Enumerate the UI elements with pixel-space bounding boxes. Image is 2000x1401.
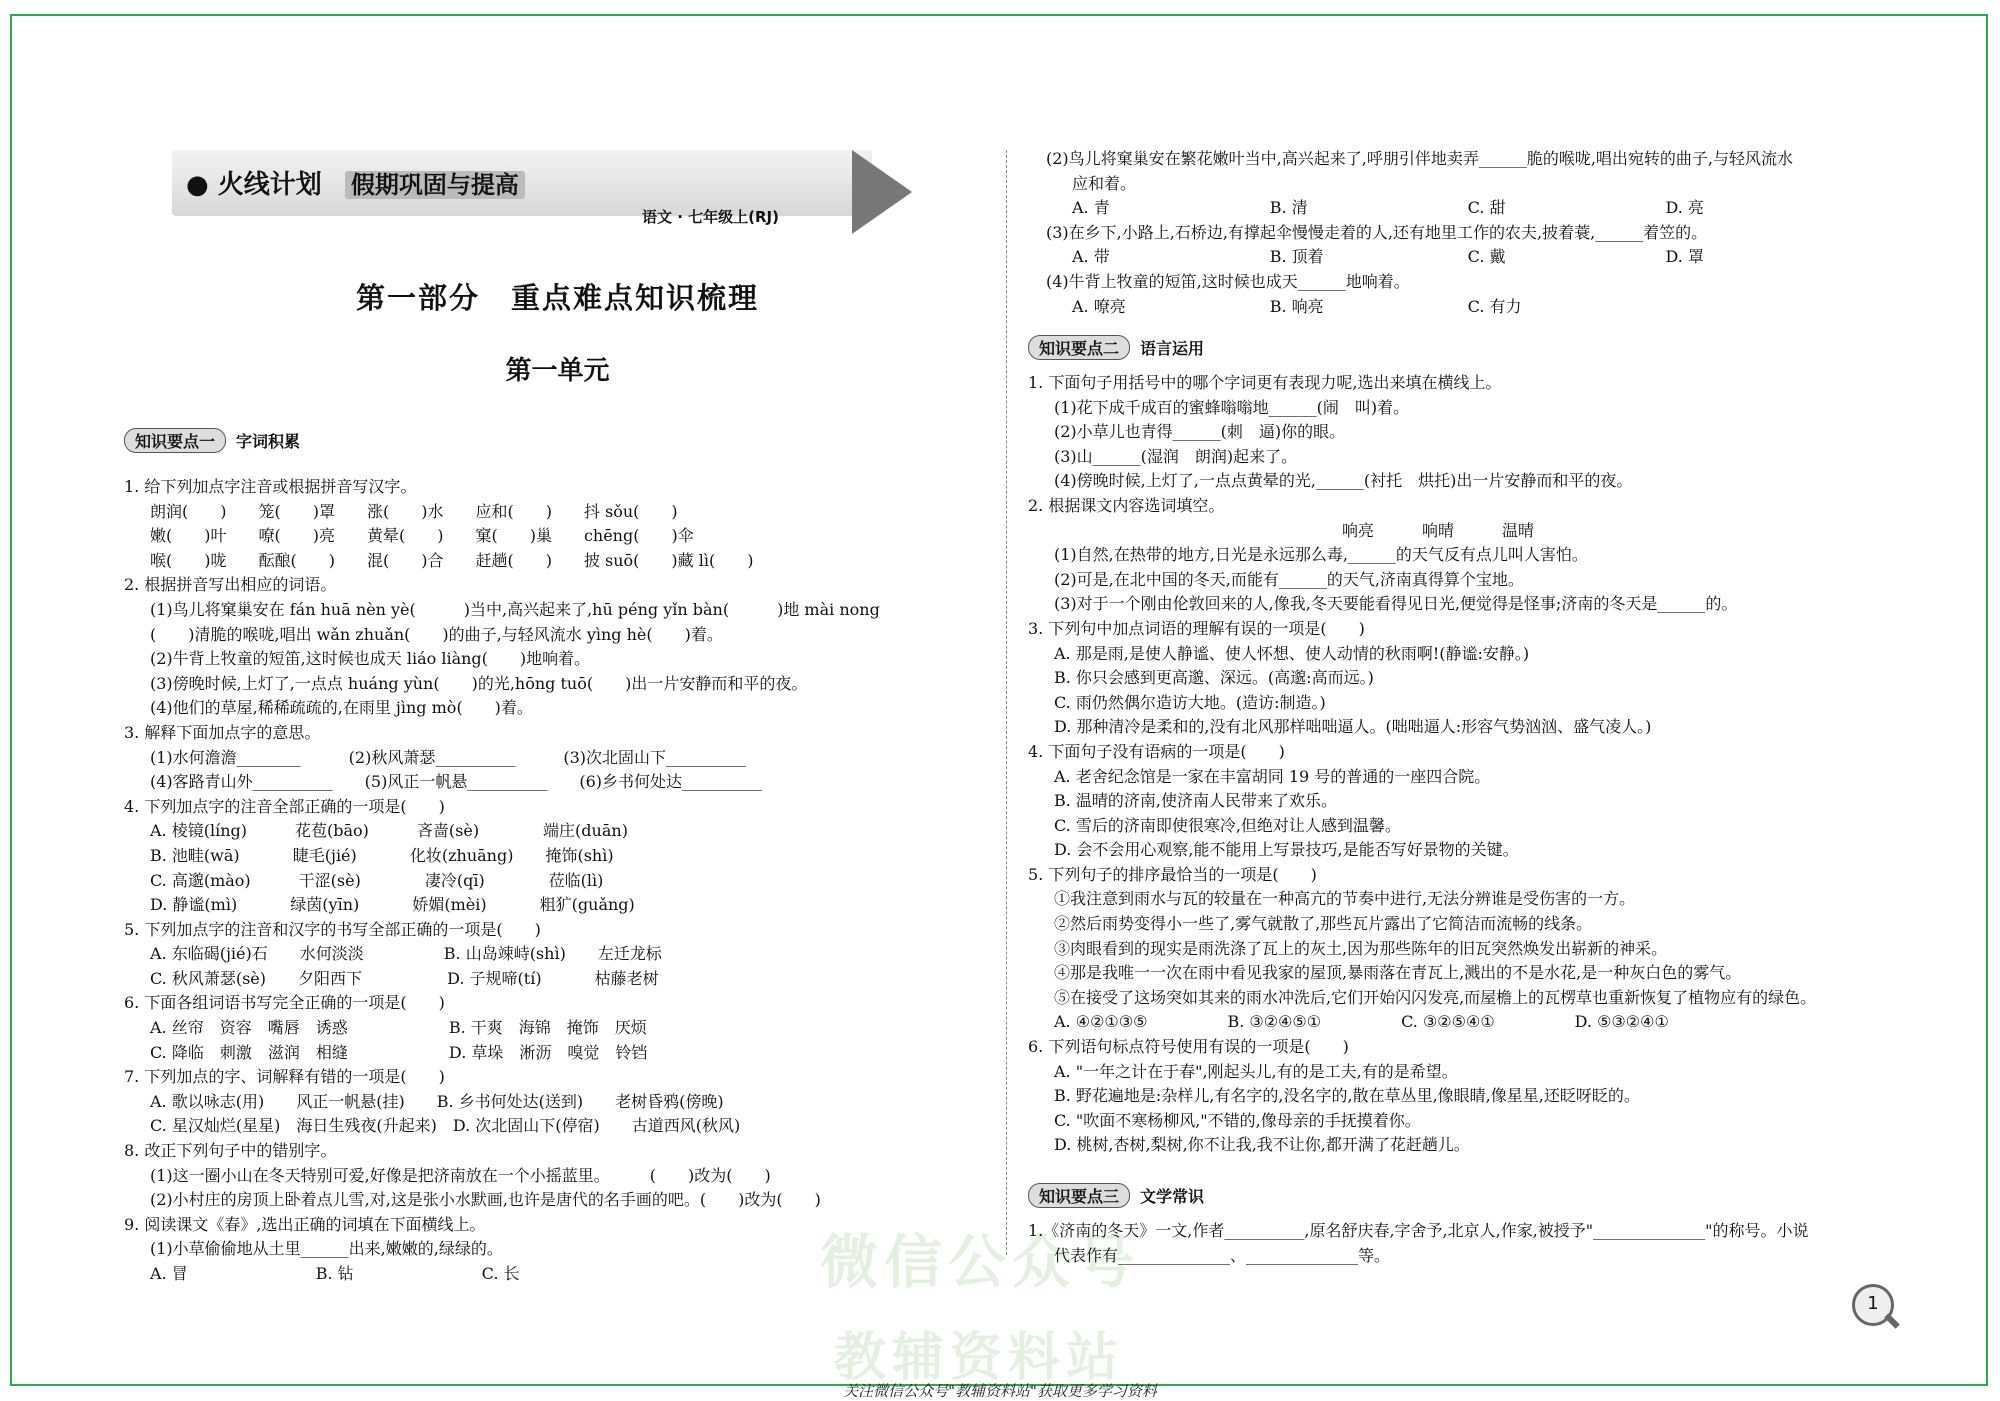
text-line: (2)小草儿也青得______(刺 逼)你的眼。 <box>1054 422 1346 442</box>
text-line: ④那是我唯一一次在雨中看见我家的屋顶,暴雨落在青瓦上,溅出的不是水花,是一种灰白色的雾气。 <box>1054 963 1742 983</box>
text-line: (1)这一圈小山在冬天特别可爱,好像是把济南放在一个小摇蓝里。 ( )改为( ) <box>150 1165 771 1185</box>
text-line: C. 降临 刺激 滋润 相缝 D. 草垛 淅沥 嗅觉 铃铛 <box>150 1042 648 1062</box>
text-line: ⑤在接受了这场突如其来的雨水冲洗后,它们开始闪闪发亮,而屋檐上的瓦楞草也重新恢复了植物应有的绿色。 <box>1054 987 1817 1007</box>
text-line: A. 歌以咏志(用) 风正一帆悬(挂) B. 乡书何处达(送到) 老树昏鸦(傍晚) <box>150 1091 724 1111</box>
text-line: (2)可是,在北中国的冬天,而能有______的天气,济南真得算个宝地。 <box>1054 569 1524 589</box>
column-divider <box>1006 150 1007 1255</box>
text-line: D. 会不会用心观察,能不能用上写景技巧,是能否写好景物的关键。 <box>1054 840 1519 860</box>
text-line: 3. 下列句中加点词语的理解有误的一项是( ) <box>1028 618 1365 638</box>
text-line: ①我注意到雨水与瓦的较量在一种高亢的节奏中进行,无法分辨谁是受伤害的一方。 <box>1054 889 1636 909</box>
text-line: A. 老舍纪念馆是一家在丰富胡同 19 号的普通的一座四合院。 <box>1054 766 1491 786</box>
section-2-header <box>1028 335 1204 360</box>
text-line: 1. 下面句子用括号中的哪个字词更有表现力呢,选出来填在横线上。 <box>1028 373 1502 392</box>
text-line: (1)水何澹澹________ (2)秋风萧瑟__________ (3)次北固山下__________ <box>150 747 746 767</box>
text-line: C. 秋风萧瑟(sè) 夕阳西下 D. 子规啼(tí) 枯藤老树 <box>150 968 659 988</box>
text-line: ②然后雨势变得小一些了,雾气就散了,那些瓦片露出了它简洁而流畅的线条。 <box>1054 914 1593 934</box>
section-name: 字词积累 <box>236 432 301 451</box>
banner-arrow <box>852 150 912 234</box>
text-line: B. 你只会感到更高邈、深远。(高邈:高而远。) <box>1054 668 1374 688</box>
text-line: A. ④②①③⑤ B. ③②④⑤① C. ③②⑤④① D. ⑤③②④① <box>1054 1012 1669 1032</box>
banner-title <box>186 164 525 201</box>
footer-note: 关注微信公众号"教辅资料站"获取更多学习资料 <box>843 1382 1157 1400</box>
section-tag: 知识要点三 <box>1028 1183 1130 1208</box>
text-line: C. 雪后的济南即使很寒冷,但绝对让人感到温馨。 <box>1054 815 1401 835</box>
text-line: (1)自然,在热带的地方,日光是永远那么毒,______的天气反有点儿叫人害怕。 <box>1054 545 1588 565</box>
text-line: (4)傍晚时候,上灯了,一点点黄晕的光,______(衬托 烘托)出一片安静而和平的夜。 <box>1054 471 1633 491</box>
text-line: D. 桃树,杏树,梨树,你不让我,我不让你,都开满了花赶趟儿。 <box>1054 1135 1470 1155</box>
watermark-bottom: 教辅资料站 <box>834 1328 1125 1388</box>
brand-name: 火线计划 <box>217 170 322 200</box>
right-questions-top <box>1046 146 1896 318</box>
left-questions <box>124 474 994 1286</box>
section-badge <box>1028 335 1204 360</box>
text-line: (1)小草偷偷地从土里______出来,嫩嫩的,绿绿的。 <box>150 1239 503 1259</box>
text-line: 2. 根据拼音写出相应的词语。 <box>124 575 337 595</box>
text-line: 应和着。 <box>1072 173 1137 193</box>
text-line: A. "一年之计在于春",刚起头儿,有的是工夫,有的是希望。 <box>1054 1061 1458 1081</box>
text-line: 1. 给下列加点字注音或根据拼音写汉字。 <box>124 477 417 496</box>
right-questions-bottom <box>1028 1218 1896 1267</box>
section-tag: 知识要点二 <box>1028 335 1130 360</box>
right-questions-middle <box>1028 370 1896 1157</box>
text-line: (1)花下成千成百的蜜蜂嗡嗡地______(闹 叫)着。 <box>1054 397 1410 417</box>
text-line: 3. 解释下面加点字的意思。 <box>124 722 321 742</box>
text-line: C. 雨仍然偶尔造访大地。(造访:制造。) <box>1054 692 1326 712</box>
text-line: A. 东临碣(jié)石 水何淡淡 B. 山岛竦峙(shì) 左迁龙标 <box>150 944 662 964</box>
section-name: 文学常识 <box>1140 1187 1205 1206</box>
watermark-top: 微信公众号 <box>820 1228 1141 1296</box>
text-line: B. 池畦(wā) 睫毛(jié) 化妆(zhuāng) 掩饰(shì) <box>150 845 614 865</box>
section-3-header <box>1028 1183 1204 1208</box>
text-line: (3)对于一个刚由伦敦回来的人,像我,冬天要能看得见日光,便觉得是怪事;济南的冬天是______的。 <box>1054 594 1738 614</box>
section-name: 语言运用 <box>1140 339 1205 358</box>
text-line: (2)鸟儿将窠巢安在繁花嫩叶当中,高兴起来了,呼朋引伴地卖弄______脆的喉咙,唱出宛转的曲子,与轻风流水 <box>1046 149 1794 168</box>
text-line: (4)牛背上牧童的短笛,这时候也成天______地响着。 <box>1046 271 1410 291</box>
text-line: 5. 下列加点字的注音和汉字的书写全部正确的一项是( ) <box>124 919 541 939</box>
unit-title: 第一单元 <box>505 356 610 386</box>
text-line: 5. 下列句子的排序最恰当的一项是( ) <box>1028 864 1317 884</box>
subject-grade: 语文 · 七年级上(RJ) <box>642 208 779 226</box>
text-line: C. 高邈(mào) 干涩(sè) 凄冷(qī) 莅临(lì) <box>150 870 604 890</box>
text-line: (2)牛背上牧童的短笛,这时候也成天 liáo liàng( )地响着。 <box>150 649 591 669</box>
text-line: 1.《济南的冬天》一文,作者__________,原名舒庆春,字舍予,北京人,作家,被授予"______________"的称号。小说 <box>1028 1221 1809 1240</box>
text-line: (1)鸟儿将窠巢安在 fán huā nèn yè( )当中,高兴起来了,hū péng yǐn bàn( )地 mài nong <box>150 599 880 619</box>
text-line: (3)山______(湿润 朗润)起来了。 <box>1054 446 1298 466</box>
text-line: 2. 根据课文内容选词填空。 <box>1028 495 1225 515</box>
text-line: 喉( )咙 酝酿( ) 混( )合 赶趟( ) 披 suō( )藏 lì( ) <box>150 550 754 570</box>
text-line: ③肉眼看到的现实是雨洗涤了瓦上的灰土,因为那些陈年的旧瓦突然焕发出崭新的神采。 <box>1054 938 1668 958</box>
text-line: A. 丝帘 资容 嘴唇 诱惑 B. 干爽 海锦 掩饰 厌烦 <box>150 1018 647 1038</box>
text-line: 9. 阅读课文《春》,选出正确的词填在下面横线上。 <box>124 1214 486 1234</box>
text-line: 7. 下列加点的字、词解释有错的一项是( ) <box>124 1067 445 1087</box>
brand-subtitle: 假期巩固与提高 <box>345 171 525 199</box>
text-line: (2)小村庄的房顶上卧着点儿雪,对,这是张小水默画,也许是唐代的名手画的吧。( )改为( ) <box>150 1190 821 1210</box>
text-line: (4)客路青山外__________ (5)风正一帆悬__________ (6)乡书何处达__________ <box>150 772 762 792</box>
bullet-icon: ● <box>186 170 209 200</box>
text-line: 代表作有______________、______________等。 <box>1054 1245 1391 1265</box>
text-line: ( )清脆的喉咙,唱出 wǎn zhuǎn( )的曲子,与轻风流水 yìng hè( )着。 <box>150 624 723 644</box>
text-line: B. 野花遍地是:杂样儿,有名字的,没名字的,散在草丛里,像眼睛,像星星,还眨呀眨的。 <box>1054 1086 1640 1106</box>
text-line: (3)在乡下,小路上,石桥边,有撑起伞慢慢走着的人,还有地里工作的农夫,披着蓑,______着笠的。 <box>1046 222 1708 242</box>
text-line: D. 那种清冷是柔和的,没有北风那样咄咄逼人。(咄咄逼人:形容气势汹汹、盛气凌人。) <box>1054 717 1652 737</box>
text-line: A. 带 B. 顶着 C. 戴 D. 罩 <box>1072 247 1704 267</box>
text-line: A. 冒 B. 钻 C. 长 <box>150 1264 520 1283</box>
text-line: 4. 下面句子没有语病的一项是( ) <box>1028 741 1285 761</box>
text-line: D. 静谧(mì) 绿茵(yīn) 娇媚(mèi) 粗犷(guǎng) <box>150 895 635 915</box>
text-line: 嫩( )叶 嘹( )亮 黄晕( ) 窠( )巢 chēng( )伞 <box>150 526 694 546</box>
text-line: 响亮 响晴 温晴 <box>1054 520 1535 540</box>
section-1-header <box>124 428 300 453</box>
text-line: A. 那是雨,是使人静谧、使人怀想、使人动情的秋雨啊!(静谧:安静。) <box>1054 643 1530 663</box>
header-banner <box>172 150 942 234</box>
text-line: A. 青 B. 清 C. 甜 D. 亮 <box>1072 198 1704 218</box>
text-line: C. "吹面不寒杨柳风,"不错的,像母亲的手抚摸着你。 <box>1054 1110 1421 1130</box>
text-line: 8. 改正下列句子中的错别字。 <box>124 1141 337 1161</box>
text-line: (3)傍晚时候,上灯了,一点点 huáng yùn( )的光,hōng tuō( )出一片安静而和平的夜。 <box>150 673 808 693</box>
text-line: C. 星汉灿烂(星星) 海日生残夜(升起来) D. 次北固山下(停宿) 古道西风(秋风) <box>150 1116 741 1136</box>
text-line: 朗润( ) 笼( )罩 涨( )水 应和( ) 抖 sǒu( ) <box>150 501 678 521</box>
text-line: 4. 下列加点字的注音全部正确的一项是( ) <box>124 796 445 816</box>
section-badge <box>1028 1183 1204 1208</box>
text-line: A. 嘹亮 B. 响亮 C. 有力 <box>1072 296 1522 316</box>
page-number: 1 <box>1852 1284 1894 1326</box>
section-badge <box>124 428 300 453</box>
text-line: B. 温晴的济南,使济南人民带来了欢乐。 <box>1054 791 1338 811</box>
text-line: 6. 下列语句标点符号使用有误的一项是( ) <box>1028 1037 1349 1057</box>
text-line: 6. 下面各组词语书写完全正确的一项是( ) <box>124 993 445 1013</box>
part-title: 第一部分 重点难点知识梳理 <box>355 281 759 315</box>
text-line: (4)他们的草屋,稀稀疏疏的,在雨里 jìng mò( )着。 <box>150 698 533 718</box>
section-tag: 知识要点一 <box>124 428 226 453</box>
text-line: A. 棱镜(líng) 花苞(bāo) 吝啬(sè) 端庄(duān) <box>150 821 628 841</box>
